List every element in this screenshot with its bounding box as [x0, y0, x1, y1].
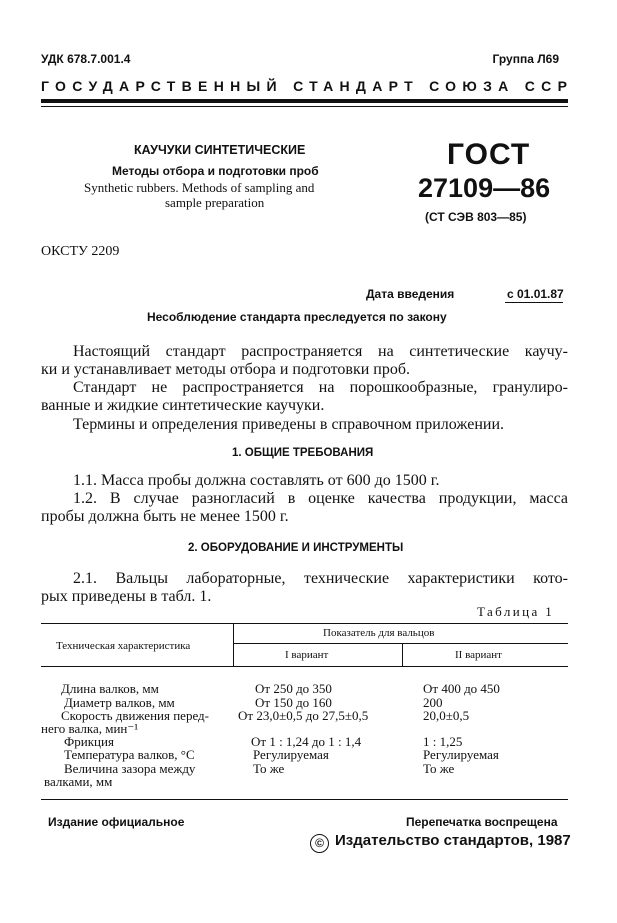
- table-cell: Температура валков, °С: [64, 747, 195, 762]
- table-cell: То же: [253, 761, 285, 776]
- table-cell: 20,0±0,5: [423, 708, 470, 723]
- table-top-rule: [41, 623, 568, 624]
- section-1-title: 1. ОБЩИЕ ТРЕБОВАНИЯ: [232, 447, 374, 459]
- table-col-divider-2: [402, 644, 403, 666]
- table-cell: 1 : 1,25: [423, 734, 463, 749]
- table-cell: него валка, мин⁻¹: [41, 721, 139, 736]
- copyright-icon: ©: [310, 834, 329, 853]
- document-title: КАУЧУКИ СИНТЕТИЧЕСКИЕ: [134, 143, 306, 157]
- publisher-line: [310, 832, 571, 853]
- table-cell: От 1 : 1,24 до 1 : 1,4: [251, 734, 362, 749]
- document-subtitle: Методы отбора и подготовки проб: [112, 164, 319, 178]
- table-header-group: Показатель для вальцов: [323, 627, 435, 639]
- table-caption: Таблица 1: [477, 604, 555, 619]
- table-cell: Длина валков, мм: [61, 681, 159, 696]
- table-cell: Фрикция: [64, 734, 114, 749]
- clause-2-1a: 2.1. Вальцы лабораторные, технические характеристики кото-: [73, 570, 568, 587]
- table-cell: Скорость движения перед-: [61, 708, 209, 723]
- table-cell: валками, мм: [44, 774, 113, 789]
- publisher-name: Издательство стандартов, 1987: [335, 832, 571, 849]
- table-cell: От 23,0±0,5 до 27,5±0,5: [238, 708, 369, 723]
- header-rule-thick: [41, 99, 568, 103]
- table-cell: Регулируемая: [253, 747, 329, 762]
- table-cell: От 400 до 450: [423, 681, 500, 696]
- gost-number: 27109—86: [418, 173, 551, 203]
- intro-date-value: с 01.01.87: [507, 287, 564, 301]
- st-sev-reference: (СТ СЭВ 803—85): [425, 210, 527, 224]
- clause-1-2b: пробы должна быть не менее 1500 г.: [41, 508, 289, 525]
- intro-paragraph-3: Термины и определения приведены в справочном приложении.: [73, 416, 505, 433]
- table-col-divider-1: [233, 624, 234, 666]
- table-cell: Диаметр валков, мм: [64, 695, 175, 710]
- header-rule-thin: [41, 106, 568, 107]
- okstu-code: ОКСТУ 2209: [41, 244, 120, 259]
- clause-2-1b: рых приведены в табл. 1.: [41, 588, 212, 605]
- table-cell: Величина зазора между: [64, 761, 196, 776]
- intro-date-label: Дата введения: [366, 287, 455, 301]
- table-header-variant-1: I вариант: [285, 649, 329, 661]
- table-header-variant-2: II вариант: [455, 649, 502, 661]
- clause-1-2a: 1.2. В случае разногласий в оценке качества продукции, масса: [73, 490, 568, 507]
- section-2-title: 2. ОБОРУДОВАНИЕ И ИНСТРУМЕНТЫ: [188, 542, 404, 554]
- table-cell: От 250 до 350: [255, 681, 332, 696]
- clause-1-1: 1.1. Масса пробы должна составлять от 600 до 1500 г.: [73, 472, 440, 489]
- intro-paragraph-1b: ки и устанавливает методы отбора и подготовки проб.: [41, 361, 410, 378]
- intro-paragraph-1a: Настоящий стандарт распространяется на синтетические каучу-: [73, 343, 568, 360]
- english-title-line2: sample preparation: [165, 195, 265, 210]
- table-header-characteristic: Техническая характеристика: [56, 640, 191, 652]
- group-code: Группа Л69: [492, 52, 559, 66]
- udk-code: УДК 678.7.001.4: [41, 52, 131, 66]
- intro-paragraph-2a: Стандарт не распространяется на порошкообразные, гранулиро-: [73, 379, 568, 396]
- gost-label: ГОСТ: [447, 138, 531, 171]
- table-group-rule: [234, 643, 568, 644]
- standard-header: ГОСУДАРСТВЕННЫЙ СТАНДАРТ СОЮЗА ССР: [41, 78, 574, 94]
- table-head-rule: [41, 666, 568, 667]
- table-cell: То же: [423, 761, 455, 776]
- intro-date-underline: [505, 302, 563, 303]
- table-cell: Регулируемая: [423, 747, 499, 762]
- law-notice: Несоблюдение стандарта преследуется по закону: [147, 310, 447, 324]
- intro-paragraph-2b: ванные и жидкие синтетические каучуки.: [41, 397, 325, 414]
- table-cell: 200: [423, 695, 443, 710]
- english-title-line1: Synthetic rubbers. Methods of sampling and: [84, 180, 315, 195]
- reprint-notice: Перепечатка воспрещена: [406, 815, 558, 829]
- table-bottom-rule: [41, 799, 568, 800]
- table-cell: От 150 до 160: [255, 695, 332, 710]
- official-edition: Издание официальное: [48, 815, 185, 829]
